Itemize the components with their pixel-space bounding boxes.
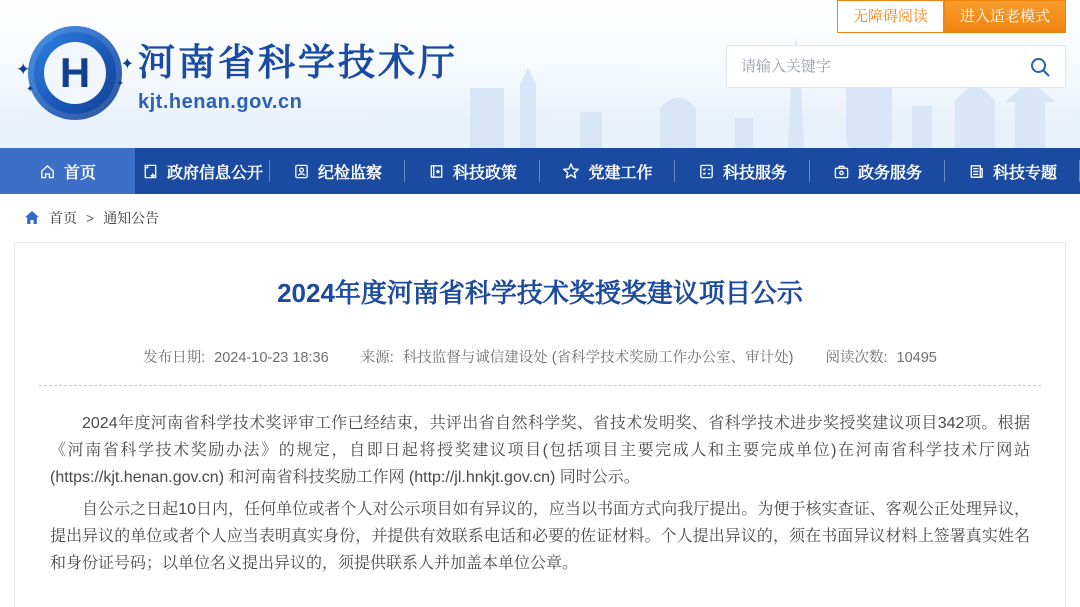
site-logo <box>16 26 134 120</box>
elder-mode-button[interactable]: 进入适老模式 <box>944 0 1066 33</box>
nav-item-party-building[interactable] <box>540 148 675 194</box>
article-body <box>37 410 1043 577</box>
search-icon <box>1029 56 1051 78</box>
article-meta <box>37 346 1043 367</box>
search-button[interactable] <box>1029 56 1051 78</box>
view-count <box>825 350 936 366</box>
breadcrumb-home-link[interactable]: 首页 <box>49 210 77 226</box>
nav-item-label: 首页 <box>63 164 96 182</box>
sparkle-icon: ✦ <box>26 84 35 95</box>
nav-item-discipline-inspection[interactable] <box>270 148 405 194</box>
publish-date <box>143 350 333 366</box>
article-paragraph: 自公示之日起10日内，任何单位或者个人对公示项目如有异议的，应当以书面方式向我厅提出。为便于核实查证、客观公正处理异议，提出异议的单位或者个人应当表明真实身份，并提供有效联系电话和必要的佐证材料。个人提出异议的，须在书面异议材料上签署真实姓名和身份证号码；以单位名义提出异议的，须提供联系人并加盖本单位公章。 <box>50 501 1030 572</box>
site-logo-link[interactable] <box>16 26 458 120</box>
nav-item-label: 党建工作 <box>588 164 653 182</box>
gov-service-icon <box>833 163 850 180</box>
sparkle-icon: ✦ <box>16 60 31 79</box>
article-source <box>361 350 798 366</box>
tech-service-icon <box>698 163 715 180</box>
site-identity <box>138 32 458 114</box>
source-value: 科技监督与诚信建设处 (省科学技术奖励工作办公室、审计处) <box>402 350 794 366</box>
nav-item-tech-service[interactable] <box>675 148 810 194</box>
home-icon <box>39 163 56 180</box>
home-icon <box>24 210 40 226</box>
nav-item-label: 纪检监察 <box>317 164 382 182</box>
view-count-label: 阅读次数: <box>825 350 888 366</box>
party-star-icon <box>562 162 580 180</box>
article-card <box>14 242 1066 607</box>
policy-book-icon <box>428 163 445 180</box>
search-input[interactable] <box>741 58 1029 75</box>
info-disclosure-icon <box>142 163 159 180</box>
sparkle-icon: ✦ <box>116 78 124 88</box>
search-box <box>726 45 1066 88</box>
nav-item-label: 科技服务 <box>722 164 787 182</box>
breadcrumb <box>0 194 1080 242</box>
nav-item-gov-service[interactable] <box>810 148 945 194</box>
publish-date-label: 发布日期: <box>143 350 206 366</box>
accessibility-toolbar <box>837 0 1066 33</box>
nav-item-special-topics[interactable] <box>945 148 1080 194</box>
article-title: 2024年度河南省科学技术奖授奖建议项目公示 <box>277 278 803 308</box>
accessible-reading-button[interactable]: 无障碍阅读 <box>837 0 944 33</box>
nav-item-home[interactable] <box>0 148 135 194</box>
nav-item-label: 科技专题 <box>992 164 1057 182</box>
article-paragraph: 2024年度河南省科学技术奖评审工作已经结束，共评出省自然科学奖、省技术发明奖、省科学技术进步奖授奖建议项目342项。根据《河南省科学技术奖励办法》的规定，自即日起将授奖建议项目(包括项目主要完成人和主要完成单位)在河南省科学技术厅网站 (https://kjt.henan.gov.cn) 和河南省科技奖励工作网 (http://jl.hnkjt.gov.cn) 同时公示。 <box>50 415 1030 486</box>
source-label: 来源: <box>360 350 394 366</box>
special-topic-icon <box>968 163 985 180</box>
discipline-inspection-icon <box>293 163 310 180</box>
publish-date-value: 2024-10-23 18:36 <box>214 350 329 366</box>
sparkle-icon: ✦ <box>120 56 134 73</box>
nav-item-label: 政务服务 <box>857 164 922 182</box>
nav-item-label: 政府信息公开 <box>166 164 263 182</box>
nav-item-tech-policy[interactable] <box>405 148 540 194</box>
site-name: 河南省科学技术厅 <box>138 42 458 83</box>
nav-item-info-disclosure[interactable] <box>135 148 270 194</box>
nav-item-label: 科技政策 <box>452 164 517 182</box>
breadcrumb-separator: > <box>86 210 95 226</box>
logo-letter: H <box>59 49 91 96</box>
main-navigation <box>0 148 1080 194</box>
site-url: kjt.henan.gov.cn <box>138 91 303 113</box>
meta-divider <box>39 385 1041 386</box>
breadcrumb-current[interactable]: 通知公告 <box>103 210 160 226</box>
site-header <box>0 0 1080 148</box>
logo-inner-circle <box>44 42 106 104</box>
view-count-value: 10495 <box>896 350 937 366</box>
